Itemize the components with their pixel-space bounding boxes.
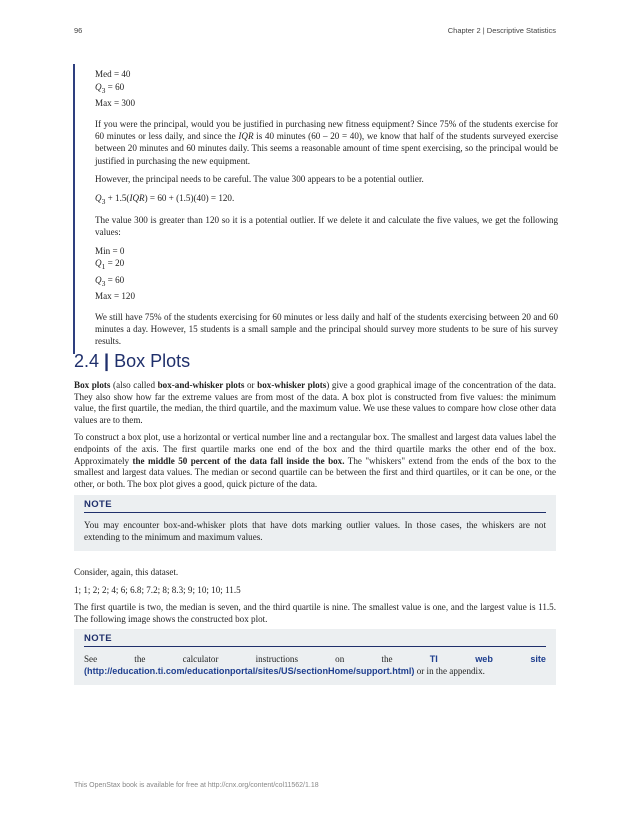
note-title: NOTE: [84, 633, 546, 647]
paragraph: The first quartile is two, the median is seven, and the third quartile is nine. The smallest value is one, and the largest value is 11.5. The following image shows the constructed box plot.: [74, 602, 556, 624]
note-box-calculator: [74, 629, 556, 685]
paragraph: Consider, again, this dataset.: [74, 567, 179, 577]
chapter-title: Chapter 2 | Descriptive Statistics: [447, 26, 556, 35]
paragraph: The value 300 is greater than 120 so it is a potential outlier. If we delete it and calculate the five values, we get the following values:: [95, 214, 558, 238]
value-line: $Q_1 = 20$: [95, 258, 125, 272]
five-number-values-2: [95, 245, 558, 303]
dataset-line: 1; 1; 2; 2; 4; 6; 6.8; 7.2; 8; 8.3; 9; 10; 10; 11.5: [74, 584, 241, 595]
five-number-values-1: [95, 68, 558, 110]
value-line: Max = 300: [95, 98, 135, 108]
paragraph: To construct a box plot, use a horizontal or vertical number line and a rectangular box. The smallest and largest data values label the endpoints of the axis. The first quartile marks one end of the box and the third quartile marks the other end of the box. Approximately the middle 50 percent of the data fall inside the box. The "whiskers" extend from the ends of the box to the smallest and largest data values. The median or second quartile can be between the first and third quartiles, or it can be one, or the other, or both. The box plot gives a good, quick picture of the data.: [74, 432, 556, 489]
value-line: Max = 120: [95, 291, 135, 302]
equation: $Q_3 + 1.5(IQR) = 60 + (1.5)(40) = 120$.: [95, 192, 235, 206]
paragraph: We still have 75% of the students exercising for 60 minutes or less daily and half of the students exercising between 20 and 60 minutes a day. However, 15 students is a small sample and the principal should survey more students to be sure of his survey results.: [95, 311, 558, 347]
note-box: [74, 495, 556, 551]
value-line: Min = 0: [95, 245, 125, 256]
note-title: NOTE: [84, 499, 546, 513]
value-line: $Q_3 = 60$: [95, 81, 125, 95]
note-text: See the calculator instructions on the TI web site (http://education.ti.com/educationportal/sites/US/sectionHome/support.html) or in the appendix.: [84, 654, 546, 676]
example-solution-block: [73, 64, 558, 354]
section-title: 2.4 | Box Plots: [74, 351, 191, 371]
paragraph: Box plots (also called box-and-whisker plots or box-whisker plots) give a good graphical image of the concentration of the data. They also show how far the extreme values are from most of the data. A box plot is constructed from five values: the minimum value, the first quartile, the median, the third quartile, and the maximum value. We use these values to compare how close other data values are to them.: [74, 380, 556, 425]
section-body-2: [74, 567, 556, 631]
ti-web-site-link[interactable]: TI web site (http://education.ti.com/educationportal/sites/US/sectionHome/support.html): [84, 654, 546, 676]
value-line: $Q_3 = 60$: [95, 274, 125, 288]
page-number: 96: [74, 26, 83, 35]
paragraph: If you were the principal, would you be justified in purchasing new fitness equipment? Since 75% of the students exercise for 60 minutes or less daily, and since the IQR is 40 minutes (60 – 20 = 40), we know that half of the students surveyed exercise between 20 minutes and 60 minutes daily. This seems a reasonable amount of time spent exercising, so the principal would be justified in purchasing the new equipment.: [95, 118, 558, 166]
section-body-1: [74, 380, 556, 496]
note-text: You may encounter box-and-whisker plots that have dots marking outlier values. In those cases, the whiskers are not extending to the minimum and maximum values.: [84, 520, 546, 542]
value-line: Med = 40: [95, 69, 131, 79]
paragraph: However, the principal needs to be careful. The value 300 appears to be a potential outlier.: [95, 174, 424, 185]
page-footer: This OpenStax book is available for free at http://cnx.org/content/col11562/1.18: [74, 782, 319, 789]
